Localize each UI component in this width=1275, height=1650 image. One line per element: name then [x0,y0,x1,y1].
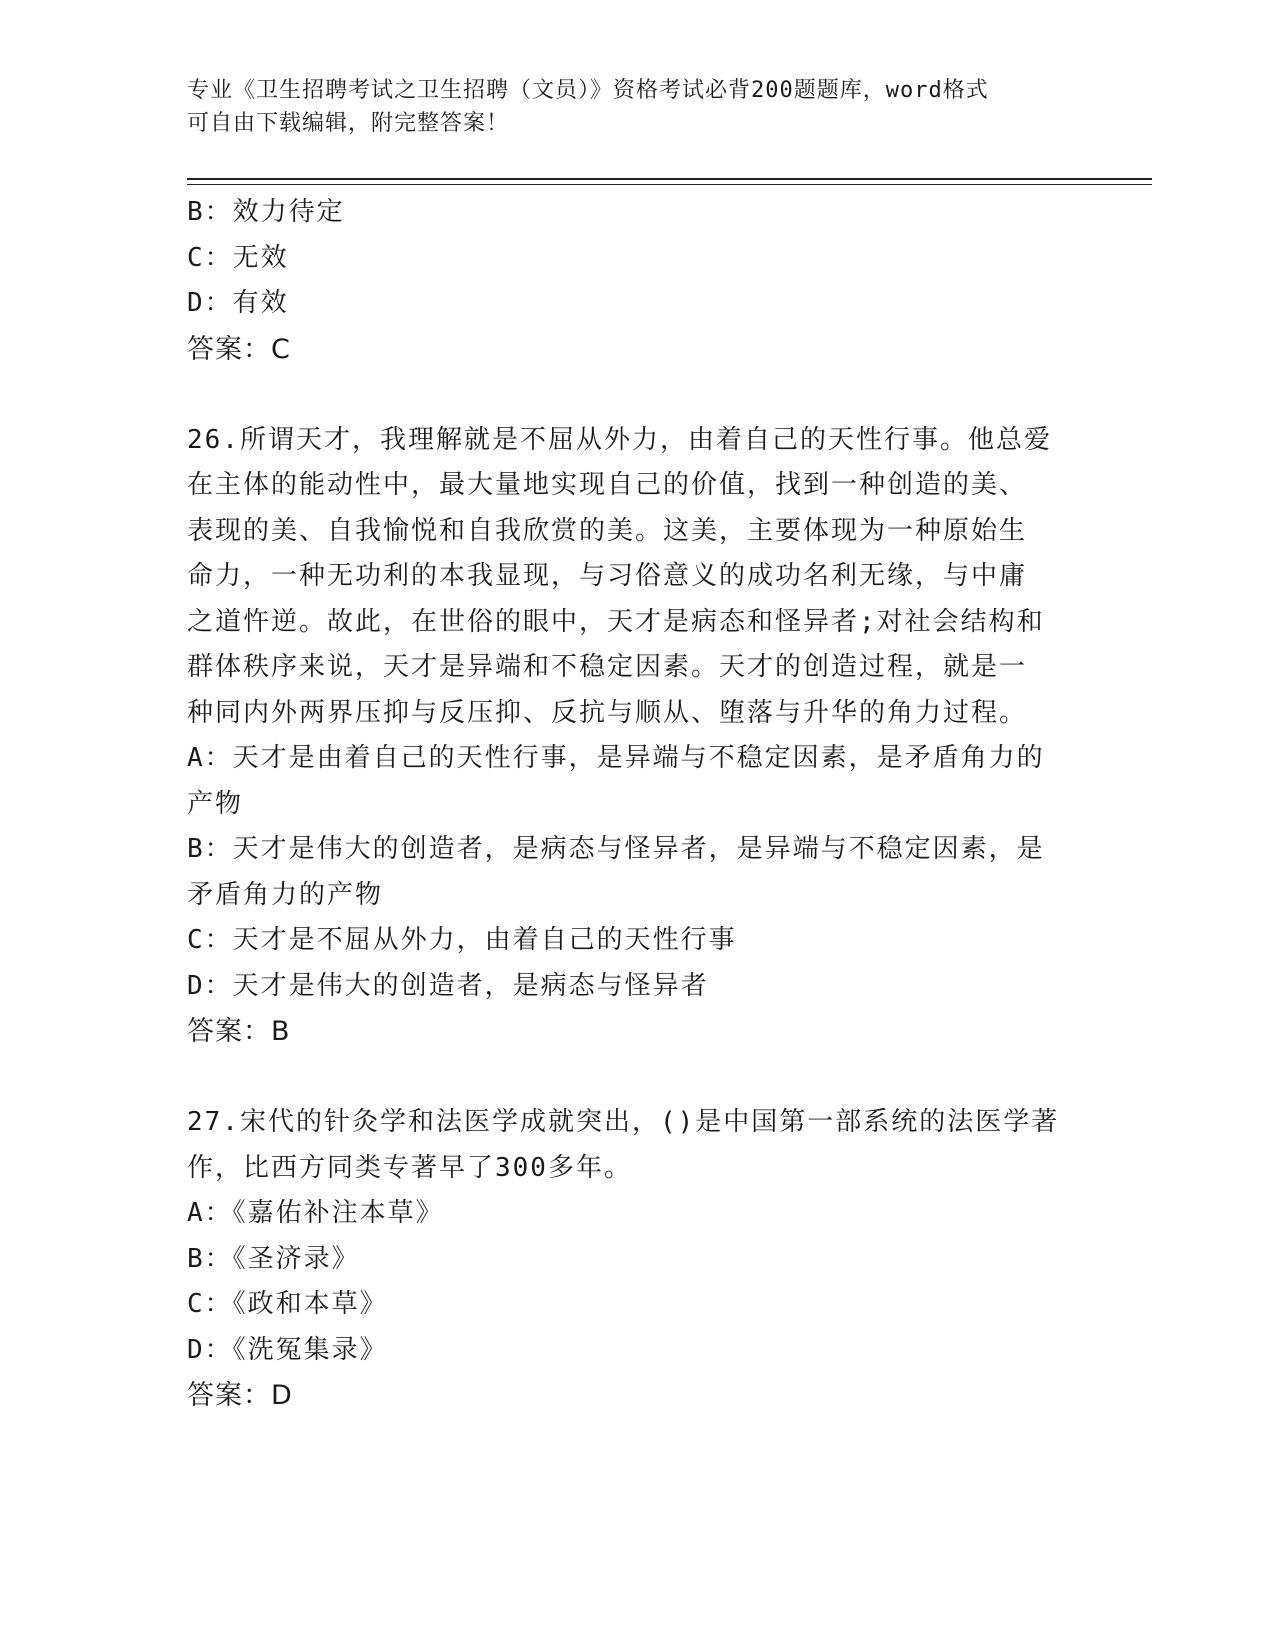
option-a: A：天才是由着自己的天性行事，是异端与不稳定因素，是矛盾角力的 [187,743,1045,773]
question-stem-line: 之道忤逆。故此，在世俗的眼中，天才是病态和怪异者;对社会结构和 [187,606,1045,637]
question-stem-line: 表现的美、自我愉悦和自我欣赏的美。这美，主要体现为一种原始生 [187,515,1028,546]
option-d: D：《洗冤集录》 [187,1334,388,1365]
option-a: A：《嘉佑补注本草》 [187,1198,444,1228]
question-25-tail [187,190,1087,372]
question-26 [187,418,1087,1055]
question-stem-line: 作，比西方同类专著早了300多年。 [187,1152,632,1183]
spacer [187,1055,1087,1101]
option-b: B：效力待定 [187,197,345,227]
header-title-line-2: 可自由下载编辑，附完整答案！ [187,111,510,136]
question-stem-line: 群体秩序来说，天才是异端和不稳定因素。天才的创造过程，就是一 [187,652,1028,682]
header-divider-thick [187,178,1152,180]
question-27 [187,1100,1087,1419]
answer-line: 答案：D [187,1380,293,1411]
answer-line: 答案：C [187,333,291,365]
answer-line: 答案：B [187,1016,291,1047]
option-c: C：《政和本草》 [187,1289,388,1319]
option-b: B：《圣济录》 [187,1243,360,1274]
question-stem-line: 27.宋代的针灸学和法医学成就突出，()是中国第一部系统的法医学著 [187,1107,1060,1137]
option-c: C：天才是不屈从外力，由着自己的天性行事 [187,925,737,955]
header-divider-thin [187,184,1152,185]
option-d: D：有效 [187,288,289,318]
page-header [187,74,1087,140]
spacer [187,372,1087,418]
option-a-continued: 产物 [187,788,244,819]
option-b: B：天才是伟大的创造者，是病态与怪异者，是异端与不稳定因素，是 [187,834,1045,864]
option-c: C：无效 [187,242,289,273]
question-stem-line: 在主体的能动性中，最大量地实现自己的价值，找到一种创造的美、 [187,470,1028,500]
question-stem-line: 26.所谓天才，我理解就是不屈从外力，由着自己的天性行事。他总爱 [187,424,1052,455]
question-stem-line: 种同内外两界压抑与反压抑、反抗与顺从、堕落与升华的角力过程。 [187,697,1028,728]
question-stem-line: 命力，一种无功利的本我显现，与习俗意义的成功名利无缘，与中庸 [187,561,1028,591]
question-list [187,190,1087,1419]
option-b-continued: 矛盾角力的产物 [187,879,384,910]
header-title-line-1: 专业《卫生招聘考试之卫生招聘（文员）》资格考试必背200题题库，word格式 [187,78,989,103]
option-d: D：天才是伟大的创造者，是病态与怪异者 [187,970,709,1001]
